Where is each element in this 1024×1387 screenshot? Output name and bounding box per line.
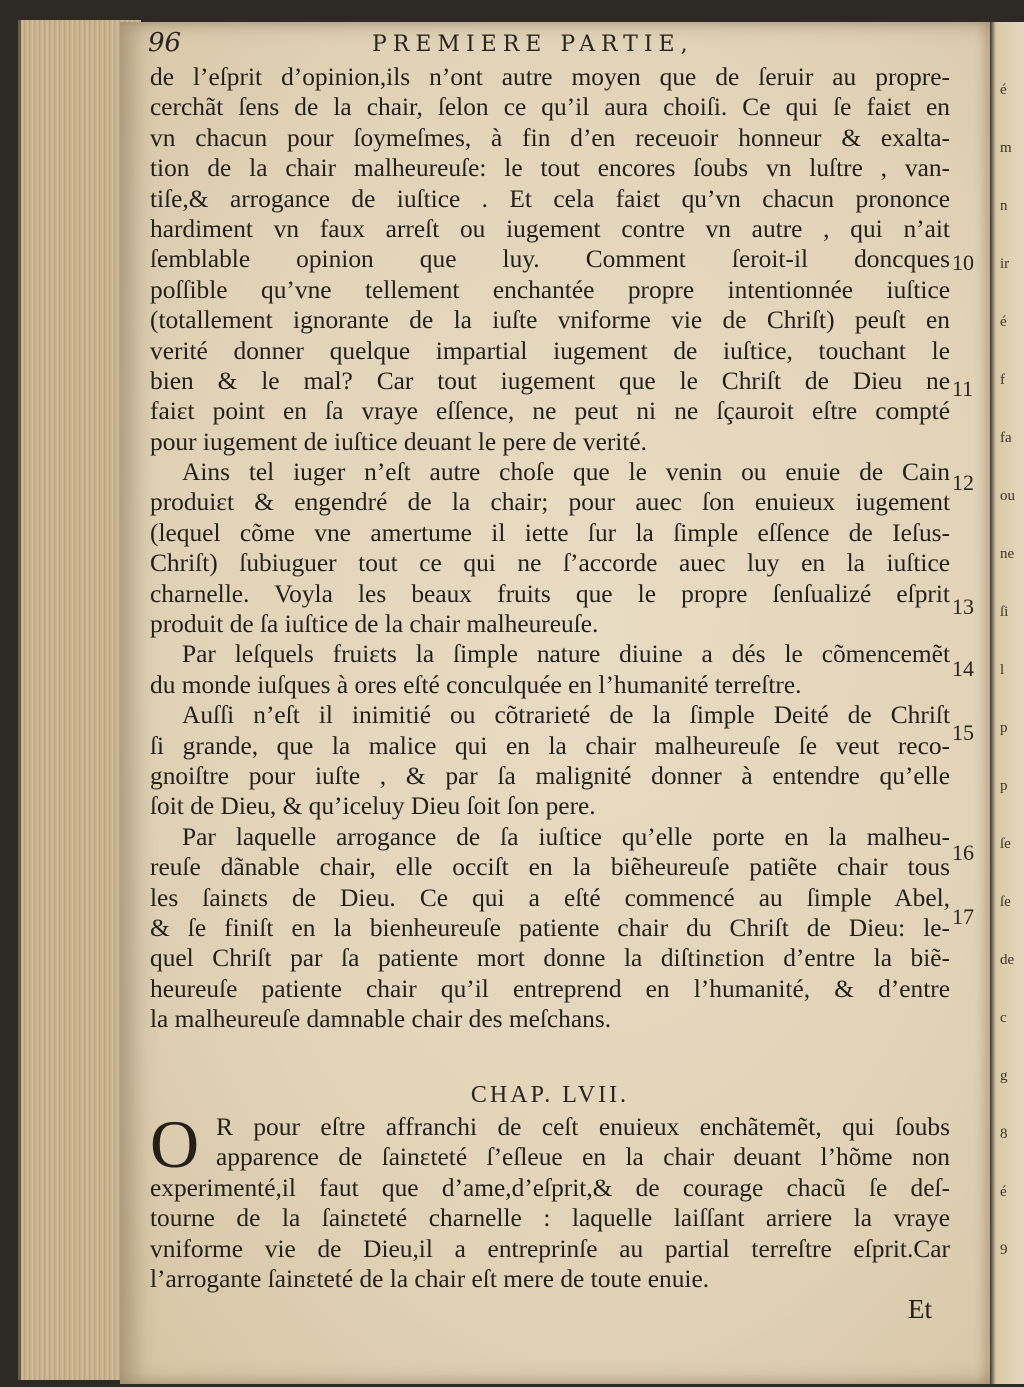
drop-cap: O	[150, 1106, 200, 1182]
text-line: poſſible qu’vne tellement enchantée propre intentionnée iuſtice	[150, 275, 950, 304]
verse-number: 17	[952, 904, 974, 929]
text-line: verité donner quelque impartial iugement de iuſtice, touchant le	[150, 336, 950, 365]
chapter-text-line: vniforme vie de Dieu,il a entreprinſe au partial terreſtre eſprit.Car	[150, 1234, 950, 1263]
text-line: cerchãt ſens de la chair, ſelon ce qu’il aura choiſi. Ce qui ſe faiɛt en	[150, 93, 950, 122]
chapter-heading: CHAP. LVII.	[470, 1082, 630, 1108]
text-line: (lequel cõme vne amertume il iette ſur la ſimple eſſence de Ieſus-	[150, 518, 950, 547]
paragraph	[150, 822, 950, 1035]
chapter-paragraph	[150, 1106, 950, 1294]
text-line: hardiment vn faux arreſt ou iugement contre vn autre , qui n’ait	[150, 214, 950, 243]
text-line: du monde iuſques à ores eſté conculquée en l’humanité terreſtre.	[150, 670, 802, 699]
facing-page-fragment: g	[1000, 1068, 1008, 1084]
facing-page-fragment: de	[1000, 952, 1015, 968]
text-line: vn chacun pour ſoymeſmes, à fin d’en receuoir honneur & exalta-	[150, 123, 950, 152]
text-line: pour iugement de iuſtice deuant le pere de verité.	[150, 427, 648, 456]
text-line: de l’eſprit d’opinion,ils n’ont autre moyen que de ſeruir au propre-	[150, 63, 950, 91]
text-line: ſoit de Dieu, & qu’iceluy Dieu ſoit ſon pere.	[150, 792, 596, 821]
facing-page-fragment: ne	[1000, 546, 1015, 562]
verse-number: 10	[952, 250, 974, 275]
text-line: Auſſi n’eſt il inimitié ou cõtrarieté de la ſimple Deité de Chriſt	[182, 701, 950, 730]
facing-page-fragment: ſe	[1000, 894, 1011, 910]
chapter-text-line: experimenté,il faut que d’ame,d’eſprit,& de courage chacũ ſe deſ-	[150, 1173, 950, 1202]
facing-page-fragment: é	[1000, 314, 1007, 330]
text-line: les ſainɛts de Dieu. Ce qui a eſté commencé au ſimple Abel,	[150, 883, 950, 912]
page-number: 96	[148, 28, 182, 58]
text-line: produiɛt & engendré de la chair; pour auec ſon enuieux iugement	[150, 488, 950, 517]
text-line: & ſe finiſt en la bienheureuſe patiente chair du Chriſt de Dieu: le-	[150, 913, 950, 942]
facing-page-fragment: ir	[1000, 256, 1010, 272]
text-line: Par leſquels fruiɛts la ſimple nature diuine a dés le cõmencemẽt	[182, 640, 950, 669]
text-line: (totallement ignorante de la iuſte vniforme vie de Chriſt) peuſt en	[150, 306, 950, 335]
text-line: charnelle. Voyla les beaux fruits que le propre ſenſualizé eſprit	[150, 579, 950, 608]
facing-page-fragment: f	[1000, 372, 1005, 388]
body-text	[150, 62, 950, 1035]
facing-page-fragment: c	[1000, 1010, 1007, 1026]
verse-number: 16	[952, 840, 974, 865]
text-line: heureuſe patiente chair qu’il entreprend en l’humanité, & d’entre	[150, 974, 950, 1003]
text-line: la malheureuſe damnable chair des meſchans.	[150, 1005, 612, 1034]
paragraph	[150, 62, 950, 457]
verse-number: 11	[952, 376, 974, 401]
facing-page-fragment: é	[1000, 82, 1007, 98]
facing-page-strip	[990, 22, 1024, 1384]
chapter-text-line: apparence de ſainɛteté ſ’eſleue en la chair deuant l’hõme non	[216, 1143, 950, 1172]
facing-page-fragment: p	[1000, 778, 1008, 794]
facing-page-fragment: 9	[1000, 1242, 1008, 1258]
paragraph	[150, 639, 950, 700]
text-line: bien & le mal? Car tout iugement que le Chriſt de Dieu ne	[150, 366, 950, 395]
text-line: Par laquelle arrogance de ſa iuſtice qu’elle porte en la malheu-	[182, 822, 950, 851]
running-head: PREMIERE PARTIE,	[372, 32, 694, 57]
text-line: Chriſt) ſubiuguer tout ce qui ne ſ’accorde auec luy en la iuſtice	[150, 549, 950, 578]
facing-page-fragment: ſe	[1000, 836, 1011, 852]
paragraph	[150, 700, 950, 822]
verse-number: 14	[952, 656, 974, 681]
verse-number: 15	[952, 720, 974, 745]
text-line: ſemblable opinion que luy. Comment ſeroit-il doncques	[150, 245, 950, 274]
paragraph	[150, 457, 950, 639]
verse-number: 12	[952, 470, 974, 495]
facing-page-fragment: n	[1000, 198, 1008, 214]
facing-page-fragment: 8	[1000, 1126, 1008, 1142]
text-line: faiɛt point en ſa vraye eſſence, ne peut ni ne ſçauroit eſtre compté	[150, 397, 950, 426]
verse-number: 13	[952, 594, 974, 619]
text-line: ſi grande, que la malice qui en la chair malheureuſe ſe veut reco-	[150, 731, 950, 760]
facing-page-fragment: ſi	[1000, 604, 1009, 620]
text-line: quel Chriſt par ſa patiente mort donne la diſtinɛtion d’entre la biẽ-	[150, 944, 950, 973]
facing-page-fragment: fa	[1000, 430, 1012, 446]
chapter-text-line: l’arrogante ſainɛteté de la chair eſt mere de toute enuie.	[150, 1264, 710, 1293]
chapter-text-line: R pour eſtre affranchi de ceſt enuieux enchãtemẽt, qui ſoubs	[216, 1113, 950, 1141]
facing-page-fragment: p	[1000, 720, 1008, 736]
facing-page-fragment: é	[1000, 1184, 1007, 1200]
facing-page-fragment: l	[1000, 662, 1005, 678]
page-header	[148, 28, 788, 62]
facing-page-fragment: m	[1000, 140, 1012, 156]
text-line: Ains tel iuger n’eſt autre choſe que le venin ou enuie de Cain	[182, 458, 950, 487]
catchword: Et	[908, 1294, 932, 1324]
text-line: gnoiſtre pour iuſte , & par ſa malignité donner à entendre qu’elle	[150, 761, 950, 790]
text-line: tion de la chair malheureuſe: le tout encores ſoubs vn luſtre , van-	[150, 154, 950, 183]
facing-page-fragment: ou	[1000, 488, 1015, 504]
text-line: reuſe dãnable chair, elle occiſt en la biẽheureuſe patiẽte chair tous	[150, 853, 950, 882]
text-line: produit de ſa iuſtice de la chair malheureuſe.	[150, 610, 599, 639]
text-line: tiſe,& arrogance de iuſtice . Et cela faiɛt qu’vn chacun prononce	[150, 184, 950, 213]
chapter-text-line: tourne de la ſainɛteté charnelle : laquelle laiſſant arriere la vraye	[150, 1204, 950, 1233]
